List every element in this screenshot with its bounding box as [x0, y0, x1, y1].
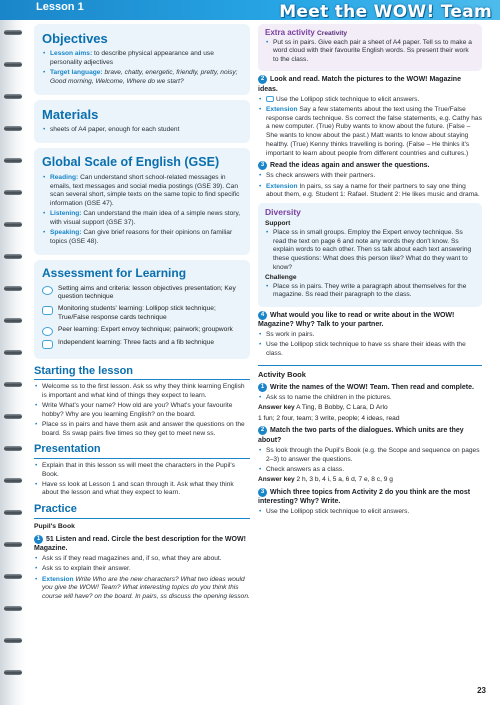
binding-ring [4, 94, 22, 99]
binding-ring [4, 670, 22, 675]
binding-ring [4, 158, 22, 163]
left-column [34, 24, 250, 603]
objectives-language: • Target language: brave, chatty, energetic, friendly, pretty, noisy; Good morning, Welcome, Where do we start? [42, 69, 242, 86]
task-3-extension: • Extension In pairs, ss say a name for their partners to say one thing about them, e.g. Student 1: Rafael. Student 2: He likes music and drama. [258, 183, 482, 200]
binding-ring [4, 254, 22, 259]
afl-row: Peer learning: Expert envoy technique; pairwork; groupwork [42, 326, 242, 336]
task-4-item: • Ss work in pairs. [258, 331, 482, 340]
spiral-binding [0, 0, 26, 705]
lesson-label: Lesson 1 [36, 1, 84, 13]
afl-row: Setting aims and criteria: lesson objectives presentation; Key question technique [42, 285, 242, 302]
lollipop-icon [266, 96, 274, 102]
task-2-extension: • Extension Say a few statements about the text using the True/False response cards technique. Ss correct the false statements, e.g. Cathy has a new computer. (True) Ruby wants to know about the future. (False – She wants to know about the past.) Matt wants to know about staying healthy. (True) Kenny thinks travelling is boring. (False – He thinks it's important to learn about people from different countries and cultures.) [258, 106, 482, 158]
right-column [258, 24, 482, 518]
afl-box [34, 260, 250, 359]
gse-reading: • Reading: Can understand short school-related messages in emails, text messages and social media postings (GSE 39). Can scan several short, simple texts on the same topic to find specific information (GSE 47). [42, 174, 242, 209]
task-2-title: 2 Look and read. Match the pictures to the WOW! Magazine ideas. [258, 76, 461, 93]
extra-activity-text: • Put ss in pairs. Give each pair a sheet of A4 paper. Tell ss to make a word cloud with their favourite English words. Ss present their work to the class. [265, 39, 475, 65]
gse-box [34, 148, 250, 255]
challenge-text: • Place ss in pairs. They write a paragraph about themselves for the magazine. Ss read their paragraph to the class. [265, 283, 475, 300]
binding-ring [4, 638, 22, 643]
ab-task-1-key: Answer key A Ting, B Bobby, C Lara, D Arlo [258, 404, 388, 411]
pupils-book-label: Pupil's Book [34, 522, 75, 530]
book-icon [42, 340, 53, 349]
task-1-extension: • Extension Write Who are the new characters? What two ideas would you give the WOW! Team? What interesting topics do you think this course will have? on the board. In pairs, ss discuss the opening lesson. [34, 576, 250, 602]
task-1-item: • Ask ss if they read magazines and, if so, what they are about. [34, 555, 250, 564]
task-1-item: • Ask ss to explain their answer. [34, 565, 250, 574]
ab-task-2-item: • Check answers as a class. [258, 466, 482, 475]
presentation-title: Presentation [34, 442, 250, 459]
binding-ring [4, 542, 22, 547]
task-4-title: 4 What would you like to read or write about in the WOW! Magazine? Why? Talk to your partner. [258, 311, 455, 328]
binding-ring [4, 510, 22, 515]
materials-title: Materials [42, 106, 99, 122]
gse-listening: • Listening: Can understand the main idea of a simple news story, with visual support (GSE 37). [42, 210, 242, 227]
presentation-item: • Have ss look at Lesson 1 and scan through it. Ask what they think about the lesson and what they expect to learn. [34, 481, 250, 498]
objectives-box [34, 24, 250, 95]
task-4-item: • Use the Lollipop stick technique to have ss share their ideas with the class. [258, 341, 482, 358]
extra-activity-box [258, 24, 482, 71]
binding-ring [4, 574, 22, 579]
materials-item: • sheets of A4 paper, enough for each student [42, 126, 242, 135]
ab-task-1-title: 1 Write the names of the WOW! Team. Then read and complete. [258, 383, 482, 392]
binding-ring [4, 30, 22, 35]
binding-ring [4, 126, 22, 131]
monitor-icon [42, 306, 53, 315]
ab-task-1-key-2: 1 fun; 2 four, team; 3 write, people; 4 ideas, read [258, 414, 400, 422]
starting-title: Starting the lesson [34, 364, 250, 381]
target-icon [42, 286, 53, 295]
support-text: • Place ss in small groups. Employ the Expert envoy technique. Ss read the text on page 6 and note any words they don't know. Ss explain words to each other. Then ss talk about each text answering these questions: What does this person like? What do they want to know? [265, 229, 475, 273]
ab-task-2-title: 2 Match the two parts of the dialogues. Which units are they about? [258, 427, 464, 444]
task-1-title: 1 51 Listen and read. Circle the best description for the WOW! Magazine. [34, 535, 246, 552]
people-icon [42, 327, 53, 336]
challenge-label: Challenge [265, 273, 297, 281]
section-divider [258, 365, 482, 366]
task-3-title: 3 Read the ideas again and answer the questions. [258, 161, 482, 170]
binding-ring [4, 414, 22, 419]
binding-ring [4, 606, 22, 611]
binding-ring [4, 318, 22, 323]
practice-title: Practice [34, 502, 250, 519]
starting-item: • Welcome ss to the first lesson. Ask ss why they think learning English is important and what kind of things they expect to learn. [34, 383, 250, 400]
extra-activity-title: Extra activity Creativity [265, 28, 348, 37]
presentation-item: • Explain that in this lesson ss will meet the characters in the Pupil's Book. [34, 462, 250, 479]
binding-ring [4, 62, 22, 67]
ab-task-3-item: • Use the Lollipop stick technique to elicit answers. [258, 508, 482, 517]
afl-row: Independent learning: Three facts and a fib technique [42, 339, 242, 349]
ab-task-1-item: • Ask ss to name the children in the pictures. [258, 394, 482, 403]
diversity-box [258, 203, 482, 307]
activity-book-title: Activity Book [258, 369, 306, 379]
starting-item: • Place ss in pairs and have them ask and answer the questions on the board. Ss swap pairs five times so they get to meet new ss. [34, 421, 250, 438]
ab-task-2-key: Answer key 2 h, 3 b, 4 i, 5 a, 6 d, 7 e, 8 c, 9 g [258, 475, 393, 483]
binding-ring [4, 382, 22, 387]
binding-ring [4, 478, 22, 483]
task-3-item: • Ss check answers with their partners. [258, 172, 482, 181]
page-number: 23 [477, 686, 486, 696]
task-2-item: • Use the Lollipop stick technique to elicit answers. [258, 96, 482, 105]
gse-speaking: • Speaking: Can give brief reasons for their opinions on familiar topics (GSE 48). [42, 229, 242, 246]
objectives-title: Objectives [42, 31, 108, 46]
afl-row: Monitoring students' learning: Lollipop stick technique; True/False response cards technique [42, 305, 242, 322]
materials-box [34, 100, 250, 143]
afl-title: Assessment for Learning [42, 265, 187, 280]
ab-task-2-item: • Ss look through the Pupil's Book (e.g. the Scope and sequence on pages 2–3) to answer the questions. [258, 447, 482, 464]
binding-ring [4, 350, 22, 355]
page-title: Meet the WOW! Team [279, 2, 492, 22]
binding-ring [4, 222, 22, 227]
ab-task-3-title: 3 Which three topics from Activity 2 do you think are the most interesting? Why? Write. [258, 488, 471, 505]
binding-ring [4, 446, 22, 451]
binding-ring [4, 190, 22, 195]
binding-ring [4, 286, 22, 291]
diversity-title: Diversity [265, 207, 301, 218]
support-label: Support [265, 220, 291, 228]
gse-title: Global Scale of English (GSE) [42, 155, 220, 170]
starting-item: • Write What's your name? How old are you? What's your favourite hobby? Why are you learning English? on the board. [34, 402, 250, 419]
objectives-aims: • Lesson aims: to describe physical appearance and use personality adjectives [42, 50, 242, 67]
